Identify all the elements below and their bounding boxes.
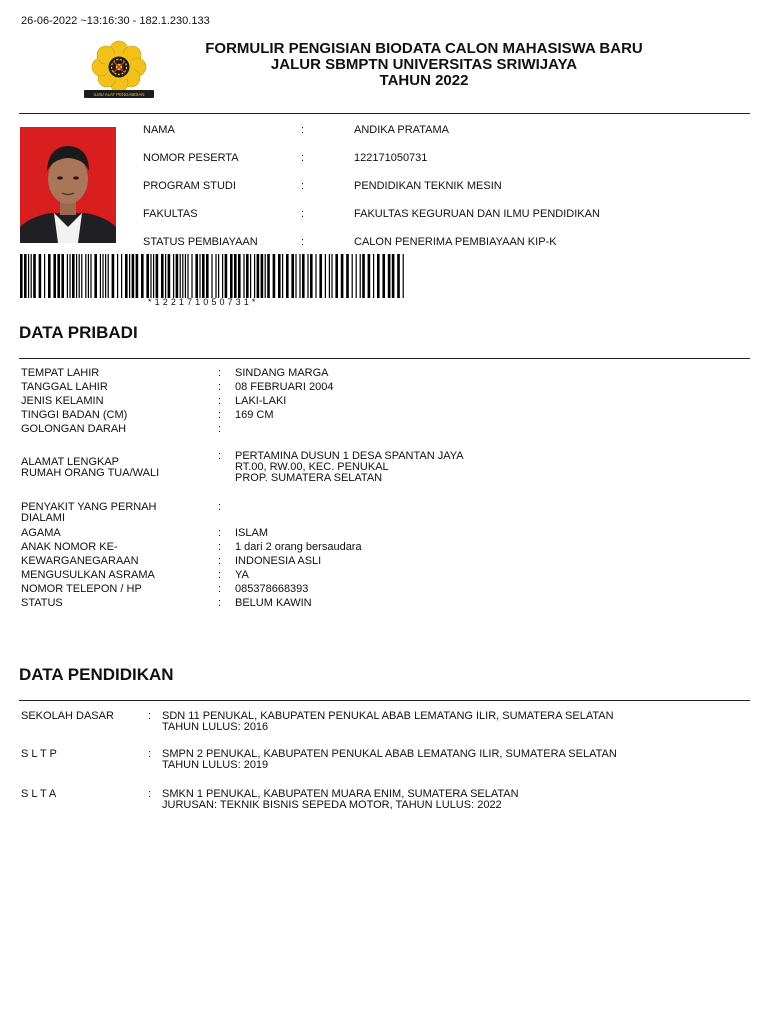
personal-separator: : <box>218 527 222 539</box>
personal-separator: : <box>218 541 222 553</box>
identity-label: NAMA <box>143 124 175 136</box>
identity-separator: : <box>301 180 305 192</box>
barcode-bar <box>319 254 322 298</box>
education-value <box>162 789 519 811</box>
barcode-bar <box>165 254 166 298</box>
participant-barcode <box>20 254 404 298</box>
personal-value: BELUM KAWIN <box>235 597 312 609</box>
barcode-bar <box>403 254 404 298</box>
personal-value: 085378668393 <box>235 583 309 595</box>
form-title-line-1: FORMULIR PENGISIAN BIODATA CALON MAHASISWA BARU <box>205 40 643 57</box>
barcode-bar <box>150 254 151 298</box>
barcode-bar <box>368 254 371 298</box>
personal-separator: : <box>218 583 222 595</box>
education-value-line: SDN 11 PENUKAL, KABUPATEN PENUKAL ABAB LEMATANG ILIR, SUMATERA SELATAN <box>162 710 614 722</box>
barcode-bar <box>67 254 68 298</box>
barcode-bar <box>202 254 205 298</box>
education-value-line: TAHUN LULUS: 2019 <box>162 759 269 771</box>
personal-divider <box>19 358 750 359</box>
barcode-bar <box>72 254 75 298</box>
identity-label: FAKULTAS <box>143 208 198 220</box>
personal-separator: : <box>218 381 222 393</box>
barcode-bar <box>153 254 154 298</box>
barcode-bar <box>331 254 332 298</box>
personal-separator: : <box>218 367 222 379</box>
barcode-bar <box>360 254 361 298</box>
portrait-graphic <box>20 127 116 243</box>
barcode-bar <box>199 254 200 298</box>
barcode-bar <box>176 254 179 298</box>
personal-value: 169 CM <box>235 409 274 421</box>
barcode-bar <box>69 254 70 298</box>
barcode-bar <box>173 254 174 298</box>
personal-separator: : <box>218 409 222 421</box>
barcode-bar <box>267 254 270 298</box>
barcode-bar <box>53 254 56 298</box>
identity-label: NOMOR PESERTA <box>143 152 239 164</box>
barcode-bar <box>291 254 294 298</box>
barcode-bar <box>102 254 103 298</box>
barcode-bar <box>94 254 97 298</box>
barcode-bar <box>90 254 91 298</box>
barcode-bar <box>356 254 357 298</box>
barcode-bar <box>230 254 233 298</box>
personal-label: AGAMA <box>21 527 61 539</box>
barcode-bar <box>243 254 244 298</box>
identity-value: PENDIDIKAN TEKNIK MESIN <box>354 180 502 192</box>
barcode-bar <box>265 254 266 298</box>
university-logo <box>80 38 158 100</box>
barcode-bar <box>278 254 281 298</box>
barcode-bar <box>250 254 251 298</box>
education-value-line: SMKN 1 PENUKAL, KABUPATEN MUARA ENIM, SUMATERA SELATAN <box>162 788 519 800</box>
barcode-bar <box>108 254 109 298</box>
education-value-line: JURUSAN: TEKNIK BISNIS SEPEDA MOTOR, TAHUN LULUS: 2022 <box>162 799 502 811</box>
barcode-bar <box>57 254 60 298</box>
barcode-bar <box>206 254 209 298</box>
barcode-bar <box>329 254 330 298</box>
barcode-bar <box>225 254 228 298</box>
barcode-bar <box>377 254 380 298</box>
form-title <box>160 41 688 89</box>
barcode-bar <box>282 254 283 298</box>
education-separator: : <box>148 788 152 800</box>
address-line: PROP. SUMATERA SELATAN <box>235 472 383 484</box>
personal-separator: : <box>218 423 222 435</box>
personal-label-line: RUMAH ORANG TUA/WALI <box>21 467 160 479</box>
form-title-line-2: JALUR SBMPTN UNIVERSITAS SRIWIJAYA <box>270 56 578 73</box>
personal-label: NOMOR TELEPON / HP <box>21 583 142 595</box>
barcode-bar <box>39 254 42 298</box>
identity-separator: : <box>301 124 305 136</box>
barcode-bar <box>286 254 289 298</box>
barcode-bar <box>88 254 89 298</box>
identity-value: 122171050731 <box>354 152 428 164</box>
identity-value: FAKULTAS KEGURUAN DAN ILMU PENDIDIKAN <box>354 208 600 220</box>
barcode-bar <box>295 254 296 298</box>
barcode-bar <box>81 254 82 298</box>
personal-label: TEMPAT LAHIR <box>21 367 100 379</box>
barcode-bar <box>44 254 45 298</box>
personal-separator: : <box>218 395 222 407</box>
barcode-bar <box>307 254 308 298</box>
section-heading-personal: DATA PRIBADI <box>19 323 138 342</box>
personal-label: JENIS KELAMIN <box>21 395 104 407</box>
form-title-line-3: TAHUN 2022 <box>379 72 469 89</box>
education-value-line: SMPN 2 PENUKAL, KABUPATEN PENUKAL ABAB LEMATANG ILIR, SUMATERA SELATAN <box>162 748 617 760</box>
personal-label: TANGGAL LAHIR <box>21 381 108 393</box>
identity-separator: : <box>301 152 305 164</box>
barcode-bar <box>261 254 264 298</box>
personal-label-line: PENYAKIT YANG PERNAH <box>21 501 157 513</box>
barcode-bar <box>373 254 374 298</box>
personal-value: ISLAM <box>235 527 269 539</box>
personal-separator: : <box>218 597 222 609</box>
applicant-photo <box>20 127 116 243</box>
print-timestamp: 26-06-2022 ~13:16:30 - 182.1.230.133 <box>21 15 210 27</box>
barcode-bar <box>211 254 212 298</box>
barcode-bar <box>302 254 305 298</box>
barcode-bar <box>105 254 106 298</box>
barcode-bar <box>146 254 149 298</box>
barcode-bar <box>187 254 188 298</box>
barcode-bar <box>254 254 255 298</box>
personal-value: LAKI-LAKI <box>235 395 287 407</box>
personal-label: MENGUSULKAN ASRAMA <box>21 569 155 581</box>
barcode-bar <box>48 254 51 298</box>
barcode-bar <box>136 254 139 298</box>
barcode-bar <box>397 254 400 298</box>
barcode-bar <box>79 254 80 298</box>
barcode-bar <box>33 254 36 298</box>
barcode-bar <box>362 254 365 298</box>
header-divider <box>19 113 750 114</box>
education-separator: : <box>148 748 152 760</box>
personal-label: GOLONGAN DARAH <box>21 423 127 435</box>
education-separator: : <box>148 710 152 722</box>
personal-value: YA <box>235 569 249 581</box>
personal-label: ANAK NOMOR KE- <box>21 541 118 553</box>
barcode-bar <box>185 254 186 298</box>
personal-separator: : <box>218 450 222 462</box>
barcode-bar <box>222 254 223 298</box>
barcode-bar <box>117 254 118 298</box>
barcode-bar <box>335 254 338 298</box>
barcode-bar <box>100 254 101 298</box>
education-value-line: TAHUN LULUS: 2016 <box>162 721 269 733</box>
barcode-bar <box>141 254 144 298</box>
personal-value <box>235 451 464 484</box>
barcode-bar <box>325 254 326 298</box>
personal-value: INDONESIA ASLI <box>235 555 322 567</box>
barcode-bar <box>218 254 219 298</box>
education-value <box>162 749 617 771</box>
barcode-bar <box>20 254 23 298</box>
barcode-bar <box>24 254 27 298</box>
identity-label: PROGRAM STUDI <box>143 180 236 192</box>
section-heading-education: DATA PENDIDIKAN <box>19 665 174 684</box>
logo-emblem <box>92 41 146 92</box>
personal-label: STATUS <box>21 597 63 609</box>
personal-label: TINGGI BADAN (CM) <box>21 409 128 421</box>
barcode-bar <box>121 254 122 298</box>
barcode-bar <box>392 254 395 298</box>
identity-label: STATUS PEMBIAYAAN <box>143 236 258 248</box>
barcode-bar <box>161 254 164 298</box>
personal-separator: : <box>218 555 222 567</box>
logo-motto: ILMU ALAT PENGABDIAN <box>93 92 145 97</box>
education-label: SEKOLAH DASAR <box>21 710 114 722</box>
barcode-bar <box>168 254 171 298</box>
address-line: RT.00, RW.00, KEC. PENUKAL <box>235 461 389 473</box>
barcode-bar <box>352 254 353 298</box>
personal-separator: : <box>218 501 222 513</box>
personal-label-line: DIALAMI <box>21 512 66 524</box>
barcode-bar <box>195 254 198 298</box>
barcode-bar <box>85 254 86 298</box>
identity-value: CALON PENERIMA PEMBIAYAAN KIP-K <box>354 236 557 248</box>
barcode-bar <box>125 254 128 298</box>
personal-value: 1 dari 2 orang bersaudara <box>235 541 362 553</box>
education-value <box>162 711 614 733</box>
barcode-bar <box>382 254 385 298</box>
barcode-bar <box>112 254 115 298</box>
personal-separator: : <box>218 569 222 581</box>
barcode-bar <box>341 254 344 298</box>
barcode-bar <box>273 254 276 298</box>
education-divider <box>19 700 750 701</box>
personal-label-line: ALAMAT LENGKAP <box>21 456 120 468</box>
identity-value: ANDIKA PRATAMA <box>354 124 449 136</box>
identity-separator: : <box>301 236 305 248</box>
barcode-bar <box>234 254 237 298</box>
barcode-bar <box>129 254 130 298</box>
barcode-bar <box>180 254 181 298</box>
personal-label <box>21 457 201 479</box>
address-line: PERTAMINA DUSUN 1 DESA SPANTAN JAYA <box>235 450 464 462</box>
barcode-bar <box>61 254 64 298</box>
barcode-bar <box>310 254 313 298</box>
barcode-bar <box>191 254 192 298</box>
identity-separator: : <box>301 208 305 220</box>
barcode-number: *122171050731* <box>148 297 259 307</box>
personal-value: 08 FEBRUARI 2004 <box>235 381 334 393</box>
barcode-bar <box>388 254 391 298</box>
barcode-bar <box>346 254 349 298</box>
education-label: S L T A <box>21 788 57 800</box>
barcode-bar <box>156 254 159 298</box>
personal-value: SINDANG MARGA <box>235 367 329 379</box>
education-label: S L T P <box>21 748 57 760</box>
barcode-bar <box>76 254 77 298</box>
barcode-bar <box>238 254 241 298</box>
personal-label <box>21 502 201 524</box>
barcode-bar <box>182 254 183 298</box>
barcode-bar <box>315 254 316 298</box>
barcode-bar <box>246 254 249 298</box>
personal-label: KEWARGANEGARAAN <box>21 555 139 567</box>
barcode-bar <box>28 254 29 298</box>
barcode-bar <box>299 254 300 298</box>
barcode-bar <box>31 254 32 298</box>
barcode-bar <box>215 254 216 298</box>
barcode-bar <box>257 254 260 298</box>
barcode-bar <box>132 254 135 298</box>
